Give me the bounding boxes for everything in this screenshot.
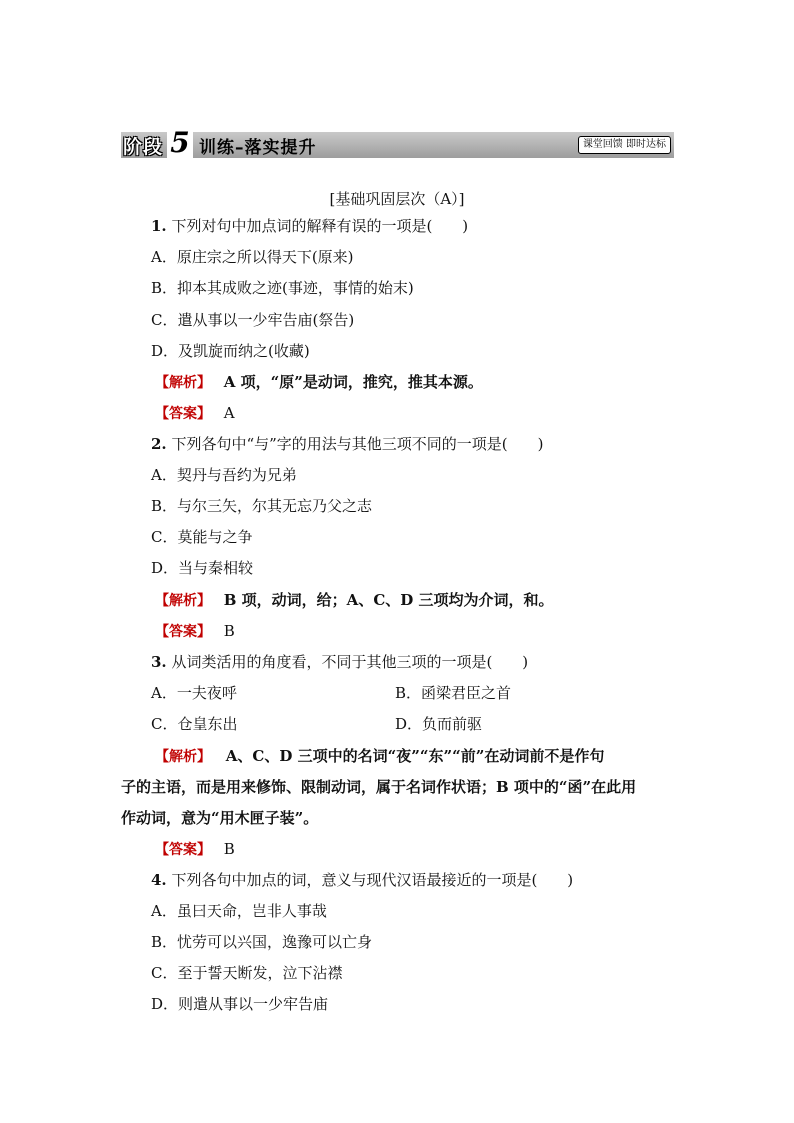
section-banner [121,126,674,159]
question-1-stem [151,216,468,236]
answer-label: 【答案】 [155,842,211,858]
answer-label: 【答案】 [155,624,211,640]
q4-option-c: C．至于誓天断发，泣下沾襟 [151,964,343,982]
analysis-text: B 项，动词，给；A、C、D 三项均为介词，和。 [223,591,554,609]
q3-option-d: D．负而前驱 [395,715,483,733]
question-text: 下列对句中加点词的解释有误的一项是( ) [171,217,469,235]
question-3-stem [151,652,528,672]
q4-option-b: B．忧劳可以兴国，逸豫可以亡身 [151,933,373,951]
question-number: 4. [151,871,167,889]
banner-tag: 课堂回馈 即时达标 [578,136,671,154]
question-number: 1. [151,217,167,235]
stage-label: 阶段 [123,135,164,158]
q1-answer [155,403,235,424]
q1-option-b: B．抑本其成败之迹(事迹，事情的始末) [151,279,414,297]
stage-number: 5 [167,128,193,158]
q2-option-b: B．与尔三矢，尔其无忘乃父之志 [151,497,373,515]
q4-option-d: D．则遣从事以一少牢告庙 [151,995,329,1013]
question-4-stem [151,870,573,890]
analysis-text: A、C、D 三项中的名词“夜”“东”“前”在动词前不是作句 [225,747,605,765]
q3-analysis-line-2: 子的主语，而是用来修饰、限制动词，属于名词作状语；B 项中的“函”在此用 [121,778,637,796]
q3-analysis-line-3: 作动词，意为“用木匣子装”。 [121,809,319,827]
answer-text: A [223,404,235,422]
q3-analysis-line-1 [155,746,604,767]
q1-option-c: C．遣从事以一少牢告庙(祭告) [151,311,355,329]
question-number: 3. [151,653,167,671]
answer-label: 【答案】 [155,406,211,422]
answer-text: B [223,622,235,640]
banner-left [121,126,317,159]
q2-option-d: D．当与秦相较 [151,559,254,577]
q2-option-c: C．莫能与之争 [151,528,253,546]
q2-analysis [155,590,554,611]
analysis-label: 【解析】 [155,593,211,609]
analysis-label: 【解析】 [155,749,211,765]
q1-option-a: A．原庄宗之所以得天下(原来) [151,248,354,266]
q3-option-a: A．一夫夜呼 [151,684,237,702]
question-2-stem [151,434,544,454]
q1-analysis [155,372,483,393]
question-text: 从词类活用的角度看，不同于其他三项的一项是( ) [171,653,529,671]
q4-option-a: A．虽曰天命，岂非人事哉 [151,902,327,920]
analysis-text: A 项，“原”是动词，推究，推其本源。 [223,373,483,391]
q3-option-b: B．函梁君臣之首 [395,684,512,702]
question-text: 下列各句中加点的词，意义与现代汉语最接近的一项是( ) [171,871,574,889]
question-number: 2. [151,435,167,453]
q3-option-c: C．仓皇东出 [151,715,238,733]
q2-option-a: A．契丹与吾约为兄弟 [151,466,297,484]
answer-text: B [223,840,235,858]
banner-title: 训练–落实提升 [199,137,317,158]
q2-answer [155,621,235,642]
question-text: 下列各句中“与”字的用法与其他三项不同的一项是( ) [171,435,544,453]
q3-answer [155,839,235,860]
analysis-label: 【解析】 [155,375,211,391]
q1-option-d: D．及凯旋而纳之(收藏) [151,342,310,360]
section-title: [基础巩固层次（A）] [329,190,465,208]
